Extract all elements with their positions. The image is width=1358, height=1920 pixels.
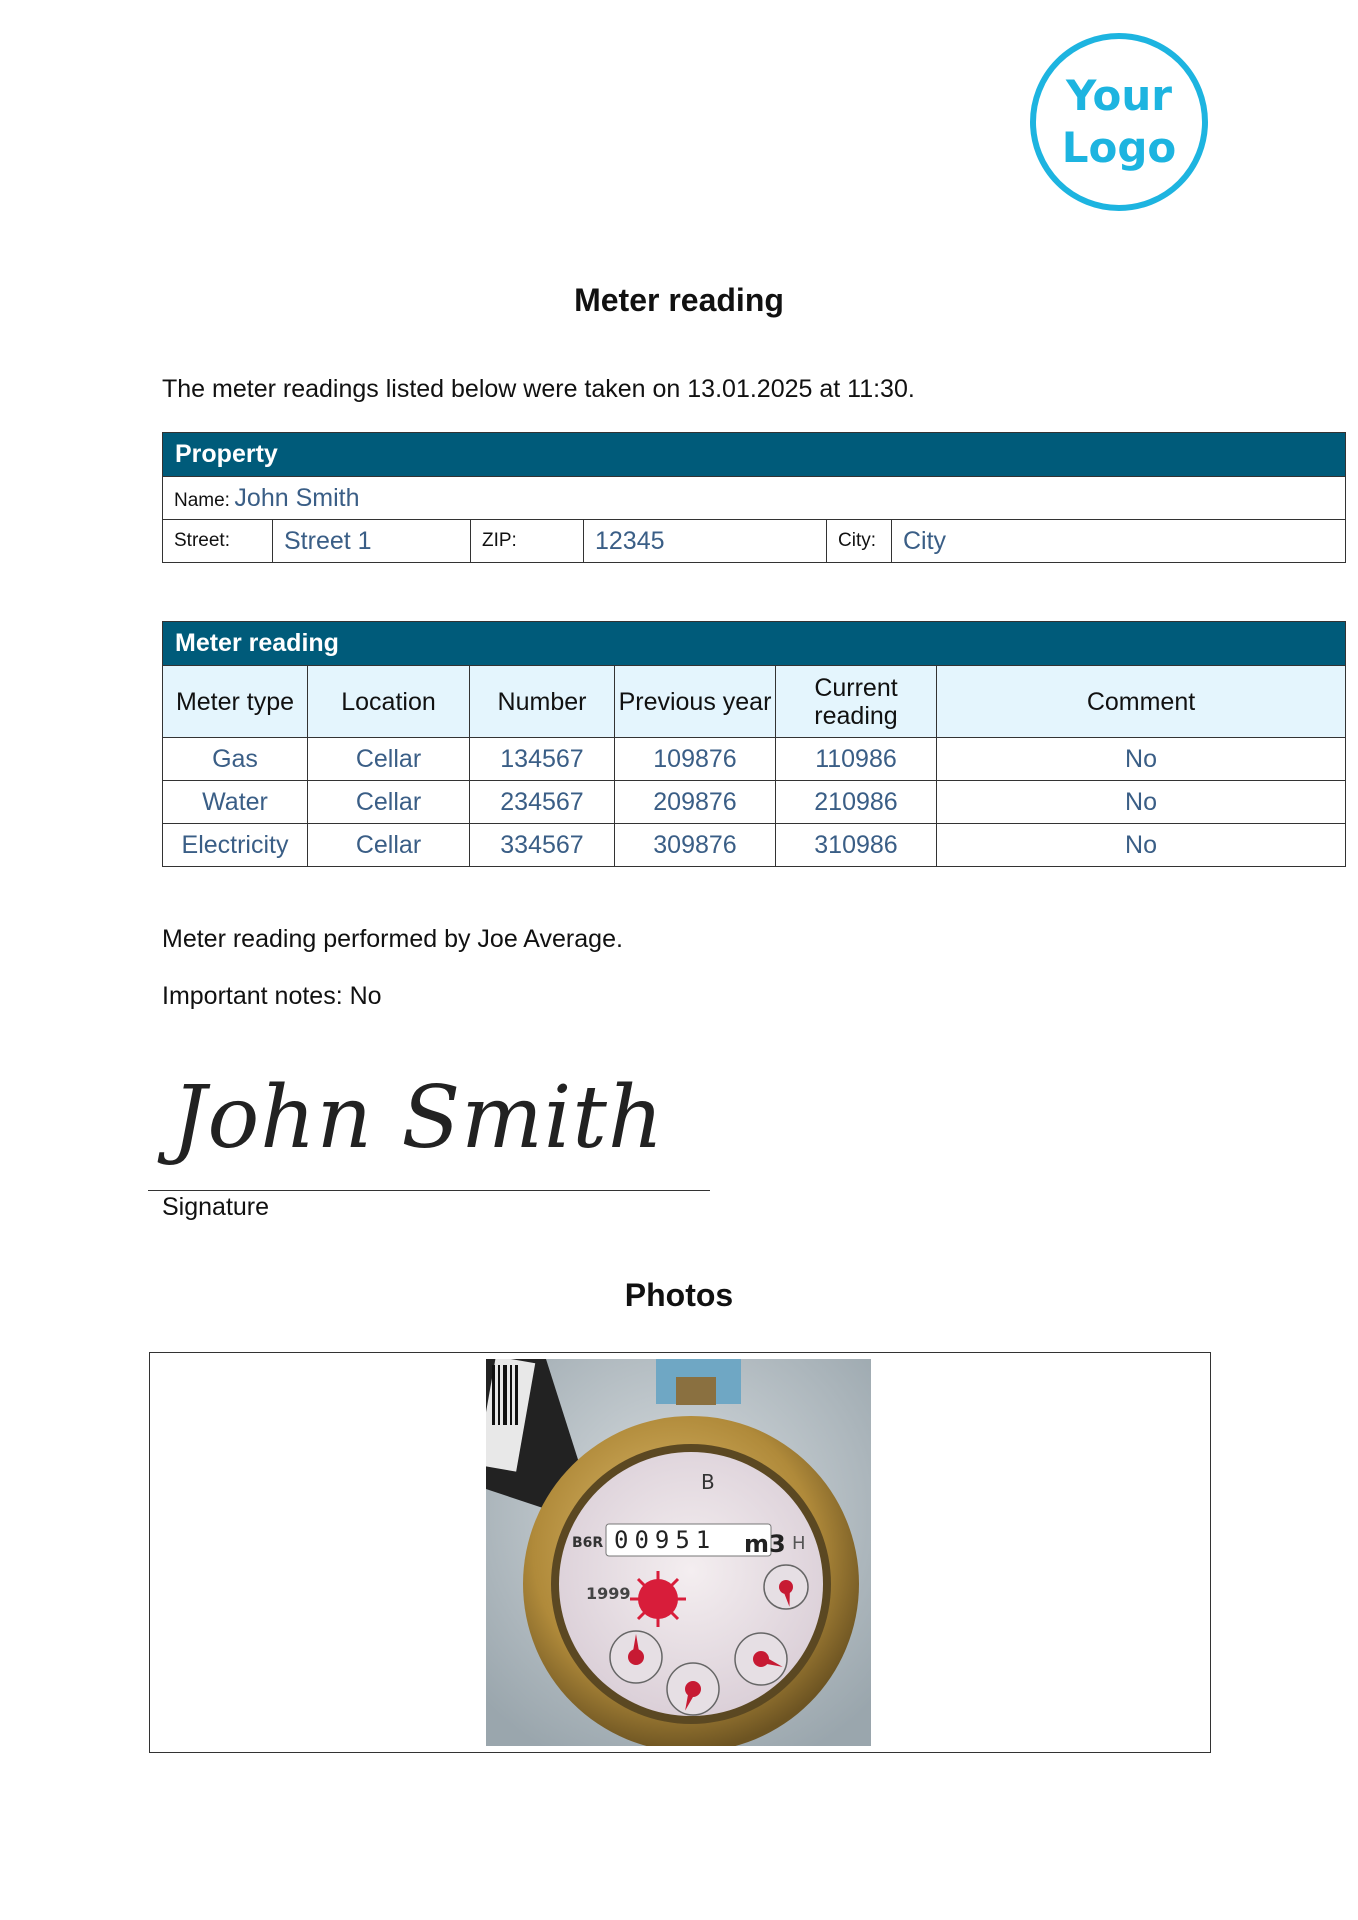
table-row [163, 781, 1346, 824]
cell-current-reading: 310986 [776, 824, 937, 867]
cell-meter-type: Gas [163, 738, 308, 781]
cell-comment: No [937, 781, 1346, 824]
logo-line-1: Your [1065, 71, 1173, 120]
cell-current-reading: 110986 [776, 738, 937, 781]
meter-letter: B [701, 1470, 715, 1494]
cell-number: 334567 [470, 824, 615, 867]
table-row [163, 824, 1346, 867]
cell-number: 134567 [470, 738, 615, 781]
name-label: Name: [174, 489, 230, 511]
meter-table-header: Meter reading [163, 622, 1346, 666]
water-meter-photo [486, 1359, 871, 1746]
signature-line [148, 1190, 710, 1191]
meter-reading-table [162, 621, 1346, 867]
page-title: Meter reading [574, 282, 784, 318]
city-value: City [892, 520, 1346, 563]
cell-previous-year: 309876 [615, 824, 776, 867]
column-header-location: Location [308, 666, 470, 738]
handwritten-signature: John Smith [172, 1068, 665, 1168]
meter-prefix: B6R [572, 1535, 604, 1551]
name-value: John Smith [234, 483, 360, 512]
name-row [163, 477, 1346, 520]
cell-previous-year: 209876 [615, 781, 776, 824]
cell-location: Cellar [308, 781, 470, 824]
cell-comment: No [937, 738, 1346, 781]
cell-location: Cellar [308, 738, 470, 781]
cell-current-reading: 210986 [776, 781, 937, 824]
logo-line-2: Logo [1061, 123, 1177, 172]
cell-location: Cellar [308, 824, 470, 867]
company-logo [1030, 33, 1208, 211]
column-header-number: Number [470, 666, 615, 738]
meter-year: 1999 [586, 1584, 631, 1603]
property-table [162, 432, 1346, 563]
performed-by-text: Meter reading performed by Joe Average. [162, 925, 623, 953]
cell-meter-type: Water [163, 781, 308, 824]
photos-title: Photos [624, 1277, 734, 1313]
intro-text: The meter readings listed below were taken on 13.01.2025 at 11:30. [162, 375, 915, 403]
zip-label: ZIP: [471, 520, 584, 563]
street-label: Street: [163, 520, 273, 563]
street-value: Street 1 [273, 520, 471, 563]
cell-previous-year: 109876 [615, 738, 776, 781]
meter-unit: m3 [744, 1530, 786, 1558]
column-header-meter-type: Meter type [163, 666, 308, 738]
cell-number: 234567 [470, 781, 615, 824]
property-header: Property [163, 433, 1346, 477]
zip-value: 12345 [584, 520, 827, 563]
city-label: City: [827, 520, 892, 563]
cell-meter-type: Electricity [163, 824, 308, 867]
important-notes-text: Important notes: No [162, 982, 382, 1010]
signature-label: Signature [162, 1193, 270, 1221]
meter-counter: 00951 [614, 1526, 717, 1554]
meter-suffix: H [792, 1533, 806, 1554]
column-header-current-reading: Current reading [776, 666, 937, 738]
column-header-previous-year: Previous year [615, 666, 776, 738]
table-row [163, 738, 1346, 781]
cell-comment: No [937, 824, 1346, 867]
column-header-comment: Comment [937, 666, 1346, 738]
